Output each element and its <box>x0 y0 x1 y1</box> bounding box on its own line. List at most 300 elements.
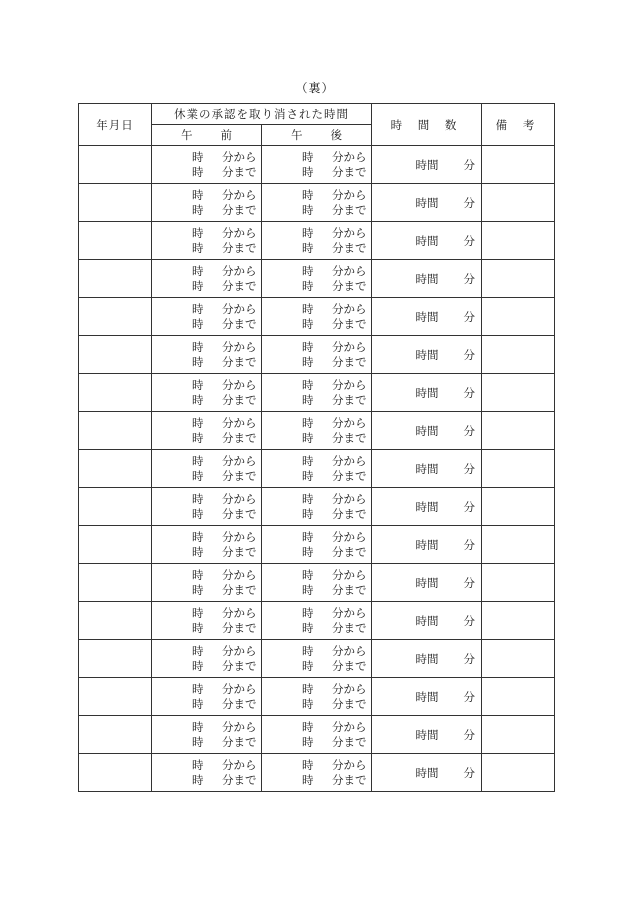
hour-label: 時 <box>302 757 314 772</box>
morning-until-line <box>192 279 261 294</box>
minutes-label: 分 <box>463 689 475 704</box>
from-minutes-label: 分から <box>222 529 257 544</box>
afternoon-time-cell[interactable] <box>262 260 372 298</box>
from-minutes-label: 分から <box>332 415 367 430</box>
minutes-label: 分 <box>463 423 475 438</box>
from-minutes-label: 分から <box>332 263 367 278</box>
afternoon-from-line <box>302 568 371 583</box>
afternoon-until-line <box>302 393 371 408</box>
from-minutes-label: 分から <box>222 377 257 392</box>
morning-from-line <box>192 416 261 431</box>
hours-cell[interactable] <box>372 374 482 412</box>
hour-label: 時 <box>192 187 204 202</box>
hour-label: 時 <box>302 339 314 354</box>
hour-label: 時 <box>302 354 314 369</box>
hour-label: 時 <box>302 544 314 559</box>
from-minutes-label: 分から <box>222 453 257 468</box>
morning-time-cell[interactable] <box>152 754 262 792</box>
afternoon-from-line <box>302 720 371 735</box>
notes-cell[interactable] <box>482 602 555 640</box>
afternoon-until-line <box>302 697 371 712</box>
until-minutes-label: 分まで <box>222 734 257 749</box>
until-minutes-label: 分まで <box>332 772 367 787</box>
table-row <box>79 640 555 678</box>
table-row <box>79 146 555 184</box>
until-minutes-label: 分まで <box>332 506 367 521</box>
date-cell[interactable] <box>79 640 152 678</box>
from-minutes-label: 分から <box>332 453 367 468</box>
date-cell[interactable] <box>79 488 152 526</box>
morning-until-line <box>192 735 261 750</box>
morning-until-line <box>192 431 261 446</box>
from-minutes-label: 分から <box>332 301 367 316</box>
hour-label: 時 <box>302 263 314 278</box>
hours-cell[interactable] <box>372 412 482 450</box>
from-minutes-label: 分から <box>222 643 257 658</box>
from-minutes-label: 分から <box>222 149 257 164</box>
table-row <box>79 298 555 336</box>
from-minutes-label: 分から <box>332 757 367 772</box>
hour-label: 時 <box>192 605 204 620</box>
minutes-label: 分 <box>463 385 475 400</box>
afternoon-time-cell[interactable] <box>262 450 372 488</box>
morning-until-line <box>192 317 261 332</box>
afternoon-header <box>262 125 372 146</box>
date-cell[interactable] <box>79 412 152 450</box>
hour-label: 時 <box>192 149 204 164</box>
leave-cancellation-table <box>78 103 555 792</box>
afternoon-time-cell[interactable] <box>262 222 372 260</box>
afternoon-time-cell[interactable] <box>262 336 372 374</box>
hour-label: 時 <box>302 430 314 445</box>
from-minutes-label: 分から <box>332 567 367 582</box>
notes-cell[interactable] <box>482 184 555 222</box>
from-minutes-label: 分から <box>332 225 367 240</box>
until-minutes-label: 分まで <box>332 316 367 331</box>
until-minutes-label: 分まで <box>332 278 367 293</box>
date-cell[interactable] <box>79 298 152 336</box>
minutes-label: 分 <box>463 233 475 248</box>
hours-label: 時間 <box>415 689 439 704</box>
until-minutes-label: 分まで <box>332 544 367 559</box>
until-minutes-label: 分まで <box>332 734 367 749</box>
date-cell[interactable] <box>79 526 152 564</box>
hours-cell[interactable] <box>372 336 482 374</box>
minutes-label: 分 <box>463 461 475 476</box>
until-minutes-label: 分まで <box>332 658 367 673</box>
minutes-label: 分 <box>463 347 475 362</box>
morning-until-line <box>192 241 261 256</box>
hours-label: 時間 <box>415 423 439 438</box>
morning-from-line <box>192 682 261 697</box>
morning-until-line <box>192 697 261 712</box>
morning-until-line <box>192 545 261 560</box>
from-minutes-label: 分から <box>222 719 257 734</box>
until-minutes-label: 分まで <box>222 164 257 179</box>
morning-time-cell[interactable] <box>152 488 262 526</box>
from-minutes-label: 分から <box>332 491 367 506</box>
hour-label: 時 <box>192 620 204 635</box>
hour-label: 時 <box>302 187 314 202</box>
table-row <box>79 488 555 526</box>
table-body <box>79 146 555 792</box>
hour-label: 時 <box>192 392 204 407</box>
hour-label: 時 <box>302 605 314 620</box>
minutes-label: 分 <box>463 613 475 628</box>
hour-label: 時 <box>302 225 314 240</box>
morning-from-line <box>192 150 261 165</box>
afternoon-time-cell[interactable] <box>262 526 372 564</box>
hour-label: 時 <box>192 240 204 255</box>
morning-time-cell[interactable] <box>152 146 262 184</box>
afternoon-until-line <box>302 203 371 218</box>
from-minutes-label: 分から <box>332 719 367 734</box>
afternoon-until-line <box>302 241 371 256</box>
afternoon-from-line <box>302 226 371 241</box>
notes-cell[interactable] <box>482 564 555 602</box>
until-minutes-label: 分まで <box>332 696 367 711</box>
afternoon-from-line <box>302 454 371 469</box>
until-minutes-label: 分まで <box>332 582 367 597</box>
hour-label: 時 <box>302 643 314 658</box>
afternoon-until-line <box>302 469 371 484</box>
morning-time-cell[interactable] <box>152 526 262 564</box>
morning-from-line <box>192 606 261 621</box>
date-cell[interactable] <box>79 678 152 716</box>
hour-label: 時 <box>192 354 204 369</box>
hours-cell[interactable] <box>372 184 482 222</box>
hour-label: 時 <box>302 491 314 506</box>
minutes-label: 分 <box>463 309 475 324</box>
hour-label: 時 <box>302 164 314 179</box>
hour-label: 時 <box>192 278 204 293</box>
table-row <box>79 184 555 222</box>
morning-until-line <box>192 659 261 674</box>
hours-cell[interactable] <box>372 678 482 716</box>
from-minutes-label: 分から <box>222 415 257 430</box>
morning-time-cell[interactable] <box>152 260 262 298</box>
morning-until-line <box>192 773 261 788</box>
from-minutes-label: 分から <box>332 529 367 544</box>
hour-label: 時 <box>192 734 204 749</box>
hour-label: 時 <box>192 772 204 787</box>
notes-cell[interactable] <box>482 716 555 754</box>
hours-header: 時 間 数 <box>372 104 482 146</box>
hours-cell[interactable] <box>372 146 482 184</box>
afternoon-time-cell[interactable] <box>262 640 372 678</box>
morning-from-line <box>192 644 261 659</box>
from-minutes-label: 分から <box>332 339 367 354</box>
notes-cell[interactable] <box>482 412 555 450</box>
morning-until-line <box>192 393 261 408</box>
morning-header-char-1: 午 <box>181 128 193 142</box>
afternoon-time-cell[interactable] <box>262 716 372 754</box>
date-cell[interactable] <box>79 336 152 374</box>
minutes-label: 分 <box>463 499 475 514</box>
hour-label: 時 <box>302 240 314 255</box>
from-minutes-label: 分から <box>332 149 367 164</box>
hours-label: 時間 <box>415 613 439 628</box>
until-minutes-label: 分まで <box>222 202 257 217</box>
hour-label: 時 <box>302 582 314 597</box>
afternoon-until-line <box>302 355 371 370</box>
date-cell[interactable] <box>79 374 152 412</box>
hours-label: 時間 <box>415 271 439 286</box>
afternoon-from-line <box>302 682 371 697</box>
afternoon-from-line <box>302 150 371 165</box>
hour-label: 時 <box>192 696 204 711</box>
notes-cell[interactable] <box>482 222 555 260</box>
until-minutes-label: 分まで <box>332 164 367 179</box>
hour-label: 時 <box>192 567 204 582</box>
cancelled-time-header: 休業の承認を取り消された時間 <box>152 104 372 125</box>
until-minutes-label: 分まで <box>222 278 257 293</box>
minutes-label: 分 <box>463 157 475 172</box>
hours-label: 時間 <box>415 385 439 400</box>
hours-cell[interactable] <box>372 450 482 488</box>
hour-label: 時 <box>192 263 204 278</box>
until-minutes-label: 分まで <box>222 582 257 597</box>
morning-time-cell[interactable] <box>152 298 262 336</box>
morning-time-cell[interactable] <box>152 564 262 602</box>
hour-label: 時 <box>302 681 314 696</box>
morning-time-cell[interactable] <box>152 716 262 754</box>
hour-label: 時 <box>302 529 314 544</box>
notes-cell[interactable] <box>482 678 555 716</box>
hours-cell[interactable] <box>372 488 482 526</box>
date-cell[interactable] <box>79 754 152 792</box>
hour-label: 時 <box>302 149 314 164</box>
hour-label: 時 <box>192 468 204 483</box>
morning-time-cell[interactable] <box>152 336 262 374</box>
hour-label: 時 <box>302 567 314 582</box>
morning-from-line <box>192 378 261 393</box>
afternoon-from-line <box>302 758 371 773</box>
morning-until-line <box>192 203 261 218</box>
until-minutes-label: 分まで <box>222 772 257 787</box>
morning-from-line <box>192 340 261 355</box>
minutes-label: 分 <box>463 727 475 742</box>
afternoon-time-cell[interactable] <box>262 488 372 526</box>
morning-time-cell[interactable] <box>152 374 262 412</box>
morning-time-cell[interactable] <box>152 602 262 640</box>
afternoon-header-char-2: 後 <box>330 128 342 142</box>
hour-label: 時 <box>192 658 204 673</box>
notes-cell[interactable] <box>482 336 555 374</box>
afternoon-from-line <box>302 530 371 545</box>
hours-label: 時間 <box>415 765 439 780</box>
table-row <box>79 602 555 640</box>
table-row <box>79 564 555 602</box>
afternoon-until-line <box>302 317 371 332</box>
hours-label: 時間 <box>415 537 439 552</box>
morning-until-line <box>192 469 261 484</box>
notes-cell[interactable] <box>482 450 555 488</box>
until-minutes-label: 分まで <box>222 658 257 673</box>
hour-label: 時 <box>192 415 204 430</box>
hours-cell[interactable] <box>372 640 482 678</box>
from-minutes-label: 分から <box>222 339 257 354</box>
morning-from-line <box>192 530 261 545</box>
afternoon-time-cell[interactable] <box>262 678 372 716</box>
afternoon-from-line <box>302 188 371 203</box>
afternoon-time-cell[interactable] <box>262 146 372 184</box>
hour-label: 時 <box>192 529 204 544</box>
morning-time-cell[interactable] <box>152 678 262 716</box>
hour-label: 時 <box>302 772 314 787</box>
until-minutes-label: 分まで <box>222 240 257 255</box>
afternoon-until-line <box>302 507 371 522</box>
from-minutes-label: 分から <box>332 605 367 620</box>
notes-cell[interactable] <box>482 298 555 336</box>
minutes-label: 分 <box>463 575 475 590</box>
hour-label: 時 <box>192 757 204 772</box>
hour-label: 時 <box>192 453 204 468</box>
from-minutes-label: 分から <box>222 605 257 620</box>
minutes-label: 分 <box>463 537 475 552</box>
morning-time-cell[interactable] <box>152 412 262 450</box>
hours-cell[interactable] <box>372 716 482 754</box>
notes-cell[interactable] <box>482 374 555 412</box>
morning-time-cell[interactable] <box>152 184 262 222</box>
table-row <box>79 450 555 488</box>
morning-until-line <box>192 621 261 636</box>
morning-time-cell[interactable] <box>152 450 262 488</box>
hour-label: 時 <box>302 377 314 392</box>
morning-time-cell[interactable] <box>152 640 262 678</box>
morning-until-line <box>192 583 261 598</box>
hours-cell[interactable] <box>372 564 482 602</box>
from-minutes-label: 分から <box>222 567 257 582</box>
hours-cell[interactable] <box>372 298 482 336</box>
afternoon-until-line <box>302 279 371 294</box>
hour-label: 時 <box>302 202 314 217</box>
date-cell[interactable] <box>79 564 152 602</box>
morning-from-line <box>192 454 261 469</box>
afternoon-from-line <box>302 340 371 355</box>
table-row <box>79 678 555 716</box>
hour-label: 時 <box>302 392 314 407</box>
hours-cell[interactable] <box>372 754 482 792</box>
notes-cell[interactable] <box>482 754 555 792</box>
morning-from-line <box>192 226 261 241</box>
hours-label: 時間 <box>415 461 439 476</box>
hour-label: 時 <box>302 620 314 635</box>
until-minutes-label: 分まで <box>332 392 367 407</box>
notes-cell[interactable] <box>482 526 555 564</box>
date-cell[interactable] <box>79 602 152 640</box>
hours-label: 時間 <box>415 727 439 742</box>
hours-label: 時間 <box>415 347 439 362</box>
hour-label: 時 <box>192 164 204 179</box>
afternoon-from-line <box>302 302 371 317</box>
hours-cell[interactable] <box>372 222 482 260</box>
afternoon-from-line <box>302 378 371 393</box>
table-row <box>79 260 555 298</box>
notes-cell[interactable] <box>482 488 555 526</box>
afternoon-time-cell[interactable] <box>262 754 372 792</box>
afternoon-time-cell[interactable] <box>262 412 372 450</box>
notes-cell[interactable] <box>482 640 555 678</box>
hour-label: 時 <box>302 719 314 734</box>
hour-label: 時 <box>192 643 204 658</box>
morning-header <box>152 125 262 146</box>
afternoon-until-line <box>302 659 371 674</box>
table-row <box>79 374 555 412</box>
afternoon-time-cell[interactable] <box>262 298 372 336</box>
date-header: 年月日 <box>79 104 152 146</box>
until-minutes-label: 分まで <box>332 468 367 483</box>
hour-label: 時 <box>192 339 204 354</box>
afternoon-time-cell[interactable] <box>262 602 372 640</box>
afternoon-time-cell[interactable] <box>262 564 372 602</box>
date-cell[interactable] <box>79 260 152 298</box>
morning-from-line <box>192 302 261 317</box>
from-minutes-label: 分から <box>222 491 257 506</box>
notes-cell[interactable] <box>482 146 555 184</box>
afternoon-from-line <box>302 264 371 279</box>
from-minutes-label: 分から <box>222 757 257 772</box>
hour-label: 時 <box>192 582 204 597</box>
hour-label: 時 <box>192 681 204 696</box>
hours-cell[interactable] <box>372 602 482 640</box>
morning-from-line <box>192 264 261 279</box>
hour-label: 時 <box>192 225 204 240</box>
hours-label: 時間 <box>415 575 439 590</box>
afternoon-until-line <box>302 773 371 788</box>
table-row <box>79 526 555 564</box>
afternoon-from-line <box>302 644 371 659</box>
hour-label: 時 <box>302 696 314 711</box>
afternoon-header-char-1: 午 <box>291 128 303 142</box>
date-cell[interactable] <box>79 184 152 222</box>
hours-cell[interactable] <box>372 260 482 298</box>
date-cell[interactable] <box>79 716 152 754</box>
until-minutes-label: 分まで <box>332 430 367 445</box>
hours-cell[interactable] <box>372 526 482 564</box>
hour-label: 時 <box>302 316 314 331</box>
afternoon-time-cell[interactable] <box>262 184 372 222</box>
date-cell[interactable] <box>79 222 152 260</box>
morning-time-cell[interactable] <box>152 222 262 260</box>
afternoon-from-line <box>302 492 371 507</box>
afternoon-time-cell[interactable] <box>262 374 372 412</box>
afternoon-from-line <box>302 606 371 621</box>
afternoon-until-line <box>302 583 371 598</box>
table-row <box>79 336 555 374</box>
morning-until-line <box>192 165 261 180</box>
hours-label: 時間 <box>415 195 439 210</box>
until-minutes-label: 分まで <box>222 506 257 521</box>
morning-from-line <box>192 568 261 583</box>
afternoon-until-line <box>302 735 371 750</box>
from-minutes-label: 分から <box>332 643 367 658</box>
morning-until-line <box>192 507 261 522</box>
hour-label: 時 <box>192 544 204 559</box>
date-cell[interactable] <box>79 146 152 184</box>
from-minutes-label: 分から <box>332 377 367 392</box>
date-cell[interactable] <box>79 450 152 488</box>
hour-label: 時 <box>192 316 204 331</box>
hour-label: 時 <box>302 506 314 521</box>
morning-from-line <box>192 492 261 507</box>
until-minutes-label: 分まで <box>222 620 257 635</box>
until-minutes-label: 分まで <box>222 544 257 559</box>
page-title: （裏） <box>295 81 335 95</box>
until-minutes-label: 分まで <box>222 316 257 331</box>
notes-cell[interactable] <box>482 260 555 298</box>
afternoon-from-line <box>302 416 371 431</box>
